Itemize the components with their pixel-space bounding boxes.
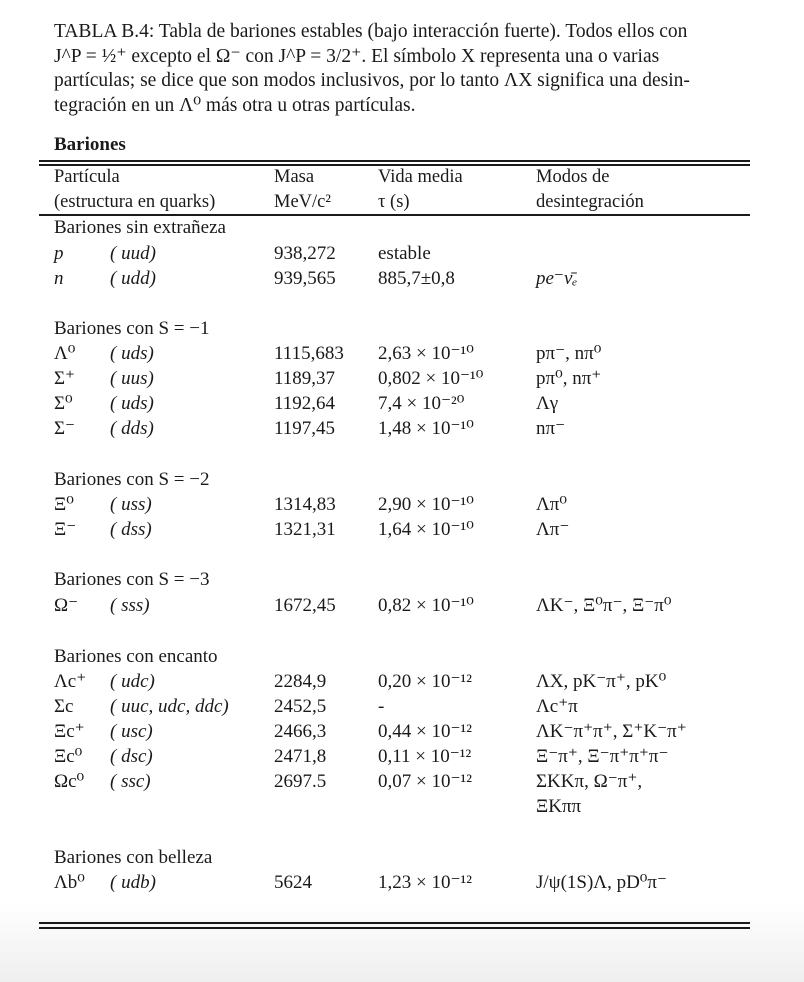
decay-modes: nπ⁻ xyxy=(536,418,566,439)
particle-symbol: Λ⁰ xyxy=(54,343,76,364)
mass-value: 2452,5 xyxy=(274,696,327,717)
quark-content: ( udc) xyxy=(110,671,155,692)
caption-line-4: tegración en un Λ⁰ más otra u otras partículas. xyxy=(54,94,416,116)
header-particle: Partícula xyxy=(54,167,120,187)
group-title: Bariones con encanto xyxy=(54,646,218,667)
decay-modes: Ξ⁻π⁺, Ξ⁻π⁺π⁺π⁻ xyxy=(536,746,669,767)
caption-line-3: partículas; se dice que son modos inclusivos, por lo tanto ΛX significa una desin- xyxy=(54,70,690,91)
particle-symbol: Λb⁰ xyxy=(54,872,85,893)
mass-value: 2471,8 xyxy=(274,746,327,767)
decay-modes: pπ⁻, nπ⁰ xyxy=(536,343,602,364)
decay-modes: ΛK⁻, Ξ⁰π⁻, Ξ⁻π⁰ xyxy=(536,595,672,616)
group-title: Bariones con S = −1 xyxy=(54,318,210,339)
bottom-rule-1 xyxy=(39,922,750,924)
header-particle-sub: (estructura en quarks) xyxy=(54,192,216,212)
decay-modes: ΛK⁻π⁺π⁺, Σ⁺K⁻π⁺ xyxy=(536,721,687,742)
decay-modes: ΣKKπ, Ω⁻π⁺, xyxy=(536,771,643,792)
lifetime-value: estable xyxy=(378,243,431,264)
group-title: Bariones sin extrañeza xyxy=(54,217,226,238)
quark-content: ( uds) xyxy=(110,343,154,364)
header-decay: Modos de xyxy=(536,167,610,187)
quark-content: ( uuc, udc, ddc) xyxy=(110,696,229,717)
mass-value: 1115,683 xyxy=(274,343,344,364)
group-title: Bariones con S = −2 xyxy=(54,469,210,490)
header-decay-sub: desintegración xyxy=(536,192,644,212)
mass-value: 938,272 xyxy=(274,243,336,264)
mass-value: 939,565 xyxy=(274,268,336,289)
lifetime-value: 0,82 × 10⁻¹⁰ xyxy=(378,595,474,616)
lifetime-value: 1,64 × 10⁻¹⁰ xyxy=(378,519,474,540)
quark-content: ( uss) xyxy=(110,494,152,515)
lifetime-value: 7,4 × 10⁻²⁰ xyxy=(378,393,465,414)
mass-value: 1197,45 xyxy=(274,418,336,439)
page-bottom-shadow xyxy=(0,902,804,982)
quark-content: ( udd) xyxy=(110,268,156,289)
decay-modes: Λπ⁻ xyxy=(536,519,570,540)
particle-symbol: Σc xyxy=(54,696,74,717)
lifetime-value: 0,802 × 10⁻¹⁰ xyxy=(378,368,484,389)
quark-content: ( dds) xyxy=(110,418,154,439)
table-caption xyxy=(54,20,750,118)
mass-value: 1314,83 xyxy=(274,494,336,515)
quark-content: ( uud) xyxy=(110,243,156,264)
group-title: Bariones con belleza xyxy=(54,847,213,868)
mass-value: 1672,45 xyxy=(274,595,336,616)
particle-symbol: p xyxy=(54,243,64,264)
top-rule-1 xyxy=(39,160,750,162)
mass-value: 1189,37 xyxy=(274,368,336,389)
caption-line-1: TABLA B.4: Tabla de bariones estables (bajo interacción fuerte). Todos ellos con xyxy=(54,21,688,42)
decay-modes: ΛX, pK⁻π⁺, pK⁰ xyxy=(536,671,667,692)
mass-value: 1321,31 xyxy=(274,519,336,540)
mass-value: 1192,64 xyxy=(274,393,336,414)
particle-symbol: n xyxy=(54,268,64,289)
lifetime-value: 0,11 × 10⁻¹² xyxy=(378,746,472,767)
decay-modes: Λc⁺π xyxy=(536,696,578,717)
decay-modes: Λγ xyxy=(536,393,559,414)
quark-content: ( dsc) xyxy=(110,746,153,767)
quark-content: ( sss) xyxy=(110,595,150,616)
lifetime-value: 1,23 × 10⁻¹² xyxy=(378,872,472,893)
particle-symbol: Ξ⁰ xyxy=(54,494,74,515)
decay-modes-continued: ΞKππ xyxy=(536,796,582,817)
mass-value: 2697.5 xyxy=(274,771,327,792)
lifetime-value: 0,20 × 10⁻¹² xyxy=(378,671,472,692)
decay-modes: pe⁻ν̄ₑ xyxy=(536,268,578,289)
particle-symbol: Ω⁻ xyxy=(54,595,79,616)
lifetime-value: 0,07 × 10⁻¹² xyxy=(378,771,472,792)
quark-content: ( usc) xyxy=(110,721,153,742)
header-mass-unit: MeV/c² xyxy=(274,192,331,212)
section-title: Bariones xyxy=(54,134,126,155)
particle-symbol: Ωc⁰ xyxy=(54,771,85,792)
quark-content: ( udb) xyxy=(110,872,156,893)
caption-line-2: J^P = ½⁺ excepto el Ω⁻ con J^P = 3/2⁺. El símbolo X representa una o varias xyxy=(54,45,660,67)
quark-content: ( ssc) xyxy=(110,771,151,792)
decay-modes: pπ⁰, nπ⁺ xyxy=(536,368,602,389)
mass-value: 2284,9 xyxy=(274,671,327,692)
particle-symbol: Σ⁺ xyxy=(54,368,76,389)
decay-modes: Λπ⁰ xyxy=(536,494,567,515)
quark-content: ( uus) xyxy=(110,368,154,389)
particle-symbol: Σ⁻ xyxy=(54,418,76,439)
lifetime-value: 885,7±0,8 xyxy=(378,268,455,289)
quark-content: ( uds) xyxy=(110,393,154,414)
particle-symbol: Λc⁺ xyxy=(54,671,87,692)
mass-value: 5624 xyxy=(274,872,312,893)
lifetime-value: 1,48 × 10⁻¹⁰ xyxy=(378,418,474,439)
header-lifetime: Vida media xyxy=(378,167,463,187)
header-lifetime-unit: τ (s) xyxy=(378,192,410,212)
lifetime-value: 0,44 × 10⁻¹² xyxy=(378,721,472,742)
mass-value: 2466,3 xyxy=(274,721,327,742)
lifetime-value: 2,90 × 10⁻¹⁰ xyxy=(378,494,474,515)
particle-symbol: Ξc⁰ xyxy=(54,746,83,767)
decay-modes: J/ψ(1S)Λ, pD⁰π⁻ xyxy=(536,872,668,893)
quark-content: ( dss) xyxy=(110,519,152,540)
lifetime-value: - xyxy=(378,696,385,717)
particle-symbol: Σ⁰ xyxy=(54,393,73,414)
bottom-rule-2 xyxy=(39,927,750,929)
lifetime-value: 2,63 × 10⁻¹⁰ xyxy=(378,343,474,364)
header-mass: Masa xyxy=(274,167,315,187)
group-title: Bariones con S = −3 xyxy=(54,569,210,590)
particle-symbol: Ξc⁺ xyxy=(54,721,85,742)
particle-symbol: Ξ⁻ xyxy=(54,519,77,540)
